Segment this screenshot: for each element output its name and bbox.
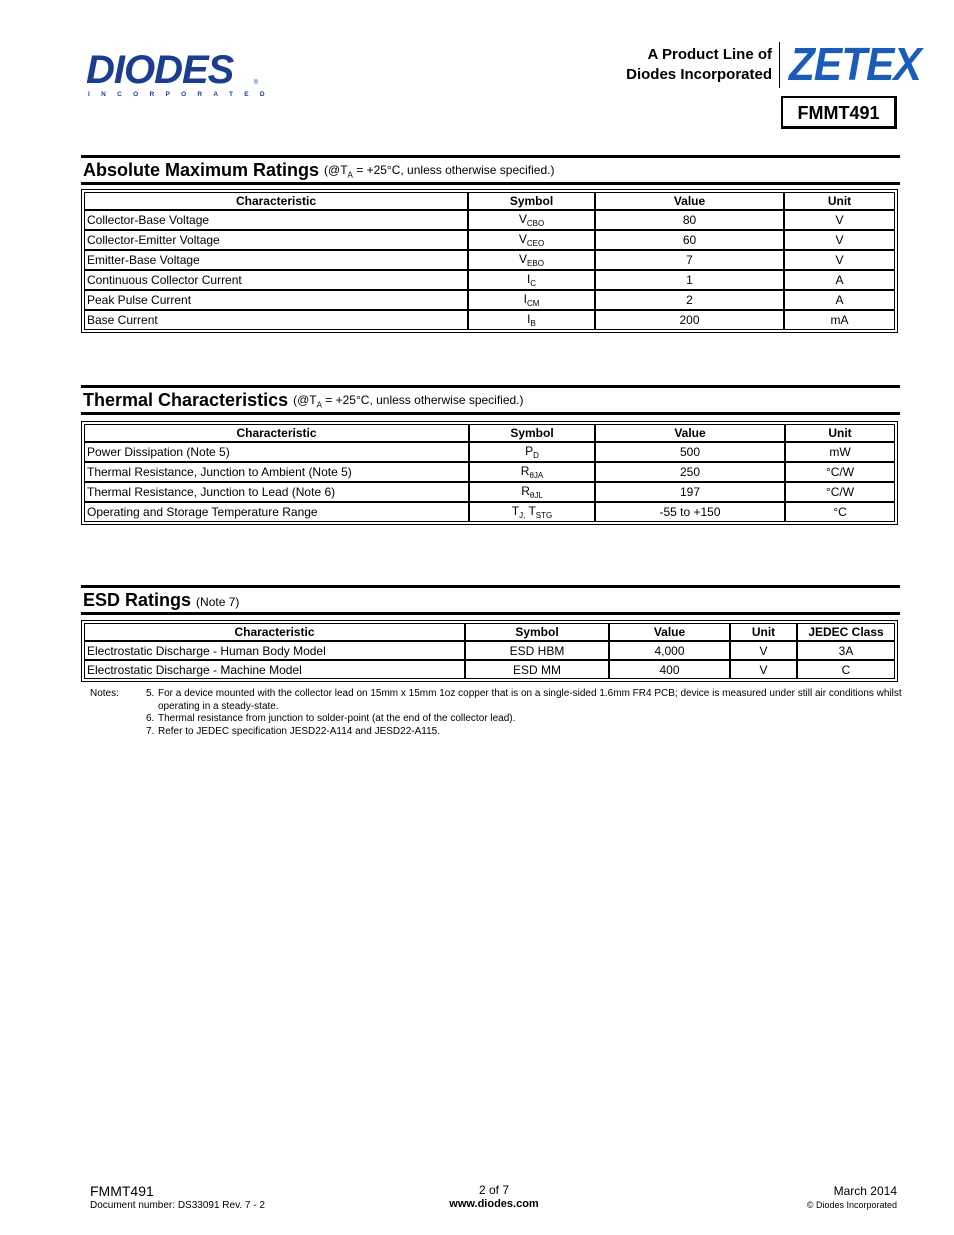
symbol-letter: V — [518, 212, 527, 226]
product-line-2: Diodes Incorporated — [626, 66, 772, 83]
footer-right — [807, 1184, 897, 1210]
value-cell: 60 — [595, 230, 784, 250]
symbol-letter: I — [523, 292, 527, 306]
note-number: 5. — [146, 688, 155, 699]
value-cell: -55 to +150 — [595, 502, 785, 522]
abs-max-table — [81, 189, 898, 333]
unit-cell: V — [784, 250, 895, 270]
symbol-subscript: CBO — [526, 219, 545, 228]
characteristic-cell: Base Current — [84, 310, 468, 330]
unit-cell: V — [784, 210, 895, 230]
section-condition: (Note 7) — [196, 594, 240, 609]
symbol-cell — [468, 290, 595, 310]
characteristic-cell: Emitter-Base Voltage — [84, 250, 468, 270]
footer-date: March 2014 — [833, 1184, 897, 1198]
value-cell: 197 — [595, 482, 785, 502]
value-cell: 2 — [595, 290, 784, 310]
symbol-letter: T — [511, 504, 520, 518]
section-condition: ($@T_A = +25^\circ C$, unless otherwise specified.) — [324, 163, 555, 180]
symbol-letter: V — [519, 252, 528, 266]
note-item — [146, 688, 906, 713]
part-number-box: FMMT491 — [781, 96, 897, 129]
symbol-cell — [468, 210, 595, 230]
esd-table — [81, 620, 898, 682]
symbol-cell — [469, 462, 595, 482]
col-header: Characteristic — [84, 192, 468, 210]
symbol-letter: R — [521, 484, 530, 498]
unit-cell: mW — [785, 442, 895, 462]
product-line-1: A Product Line of — [647, 46, 772, 63]
thermal-table — [81, 421, 898, 525]
characteristic-cell: Thermal Resistance, Junction to Ambient (Note 5) — [84, 462, 469, 482]
logo-wordmark: DIODES — [86, 48, 234, 92]
symbol-letter: T — [525, 504, 536, 518]
symbol-subscript: CM — [526, 299, 540, 308]
footer-document-number: Document number: DS33091 Rev. 7 - 2 — [90, 1200, 265, 1211]
symbol-cell — [468, 310, 595, 330]
table-header-row — [84, 192, 895, 210]
symbol-cell — [468, 270, 595, 290]
symbol-subscript: J, — [519, 511, 526, 520]
value-cell: 400 — [609, 660, 730, 679]
col-header: Unit — [730, 623, 797, 641]
footer-part-number: FMMT491 — [90, 1183, 154, 1199]
footer-website-link[interactable]: www.diodes.com — [449, 1198, 539, 1210]
symbol-letter: I — [526, 272, 531, 286]
table-row — [84, 482, 895, 502]
characteristic-cell: Electrostatic Discharge - Machine Model — [84, 660, 465, 679]
symbol-cell: ESD HBM — [465, 641, 609, 660]
unit-cell: °C — [785, 502, 895, 522]
footer-copyright: © Diodes Incorporated — [806, 1200, 897, 1210]
esd-heading — [81, 585, 900, 615]
logo-subtitle: INCORPORATED — [88, 91, 276, 98]
characteristic-cell: Continuous Collector Current — [84, 270, 468, 290]
section-title: Absolute Maximum Ratings — [83, 159, 320, 180]
characteristic-cell: Peak Pulse Current — [84, 290, 468, 310]
table-row — [84, 442, 895, 462]
symbol-cell — [469, 482, 595, 502]
table-row — [84, 641, 895, 660]
symbol-subscript: C — [530, 279, 537, 288]
table-row — [84, 290, 895, 310]
col-header: Value — [595, 424, 785, 442]
table-row — [84, 502, 895, 522]
symbol-subscript: CEO — [526, 239, 545, 248]
product-line — [626, 45, 772, 85]
registered-mark: ® — [253, 80, 258, 86]
unit-cell: °C/W — [785, 462, 895, 482]
symbol-subscript: STG — [535, 511, 553, 520]
symbol-cell — [469, 502, 595, 522]
symbol-subscript: θJA — [529, 471, 544, 480]
value-cell: 200 — [595, 310, 784, 330]
symbol-subscript: EBO — [527, 259, 544, 268]
section-title: ESD Ratings — [83, 589, 192, 610]
note-text: Refer to JEDEC specification JESD22-A114 and JESD22-A115. — [158, 725, 440, 737]
zetex-logo: ZETEX — [789, 38, 921, 90]
unit-cell: A — [784, 270, 895, 290]
table-row — [84, 250, 895, 270]
table-row — [84, 270, 895, 290]
value-cell: 1 — [595, 270, 784, 290]
notes-list — [146, 688, 906, 738]
characteristic-cell: Collector-Base Voltage — [84, 210, 468, 230]
col-header: Symbol — [469, 424, 595, 442]
note-text: Thermal resistance from junction to solder-point (at the end of the collector lead). — [158, 713, 516, 724]
symbol-cell — [469, 442, 595, 462]
table-row — [84, 230, 895, 250]
footer-left — [90, 1183, 265, 1211]
abs-max-heading — [81, 155, 900, 185]
symbol-subscript: θJL — [529, 491, 543, 500]
characteristic-cell: Thermal Resistance, Junction to Lead (Note 6) — [84, 482, 469, 502]
section-title: Thermal Characteristics — [83, 389, 289, 410]
symbol-subscript: B — [530, 319, 536, 328]
unit-cell: V — [730, 660, 797, 679]
col-header: Value — [609, 623, 730, 641]
characteristic-cell: Collector-Emitter Voltage — [84, 230, 468, 250]
col-header: Symbol — [465, 623, 609, 641]
symbol-cell — [468, 250, 595, 270]
header-divider — [779, 42, 780, 88]
characteristic-cell: Operating and Storage Temperature Range — [84, 502, 469, 522]
col-header: JEDEC Class — [797, 623, 895, 641]
symbol-letter: I — [527, 312, 531, 326]
table-row — [84, 660, 895, 679]
note-number: 6. — [146, 713, 155, 724]
unit-cell: °C/W — [785, 482, 895, 502]
note-item — [146, 713, 906, 726]
unit-cell: V — [730, 641, 797, 660]
thermal-heading — [81, 385, 900, 415]
value-cell: 500 — [595, 442, 785, 462]
footer-center — [394, 1183, 594, 1210]
symbol-letter: V — [518, 232, 527, 246]
unit-cell: mA — [784, 310, 895, 330]
col-header: Characteristic — [84, 424, 469, 442]
col-header: Unit — [784, 192, 895, 210]
symbol-subscript: D — [533, 451, 539, 460]
note-number: 7. — [146, 725, 155, 737]
table-row — [84, 210, 895, 230]
table-header-row — [84, 623, 895, 641]
characteristic-cell: Electrostatic Discharge - Human Body Model — [84, 641, 465, 660]
footer-page-number: 2 of 7 — [478, 1183, 510, 1197]
col-header: Symbol — [468, 192, 595, 210]
jedec-class-cell: 3A — [797, 641, 895, 660]
characteristic-cell: Power Dissipation (Note 5) — [84, 442, 469, 462]
value-cell: 80 — [595, 210, 784, 230]
value-cell: 4,000 — [609, 641, 730, 660]
table-row — [84, 310, 895, 330]
note-text: For a device mounted with the collector lead on 15mm x 15mm 1oz copper that is on a single-sided 1.6mm FR4 PCB; device is measured under still air conditions whilst operating in a steady-state. — [158, 688, 902, 712]
value-cell: 250 — [595, 462, 785, 482]
diodes-logo — [86, 48, 276, 98]
table-row — [84, 462, 895, 482]
note-item — [146, 726, 906, 739]
unit-cell: A — [784, 290, 895, 310]
jedec-class-cell: C — [797, 660, 895, 679]
value-cell: 7 — [595, 250, 784, 270]
unit-cell: V — [784, 230, 895, 250]
col-header: Characteristic — [84, 623, 465, 641]
symbol-letter: R — [520, 464, 530, 478]
symbol-cell — [468, 230, 595, 250]
symbol-cell: ESD MM — [465, 660, 609, 679]
notes-label: Notes: — [90, 688, 119, 699]
table-header-row — [84, 424, 895, 442]
col-header: Unit — [785, 424, 895, 442]
section-condition: ($@T_A = +25^\circ C$, unless otherwise specified.) — [293, 393, 524, 410]
col-header: Value — [595, 192, 784, 210]
symbol-letter: P — [525, 444, 534, 458]
